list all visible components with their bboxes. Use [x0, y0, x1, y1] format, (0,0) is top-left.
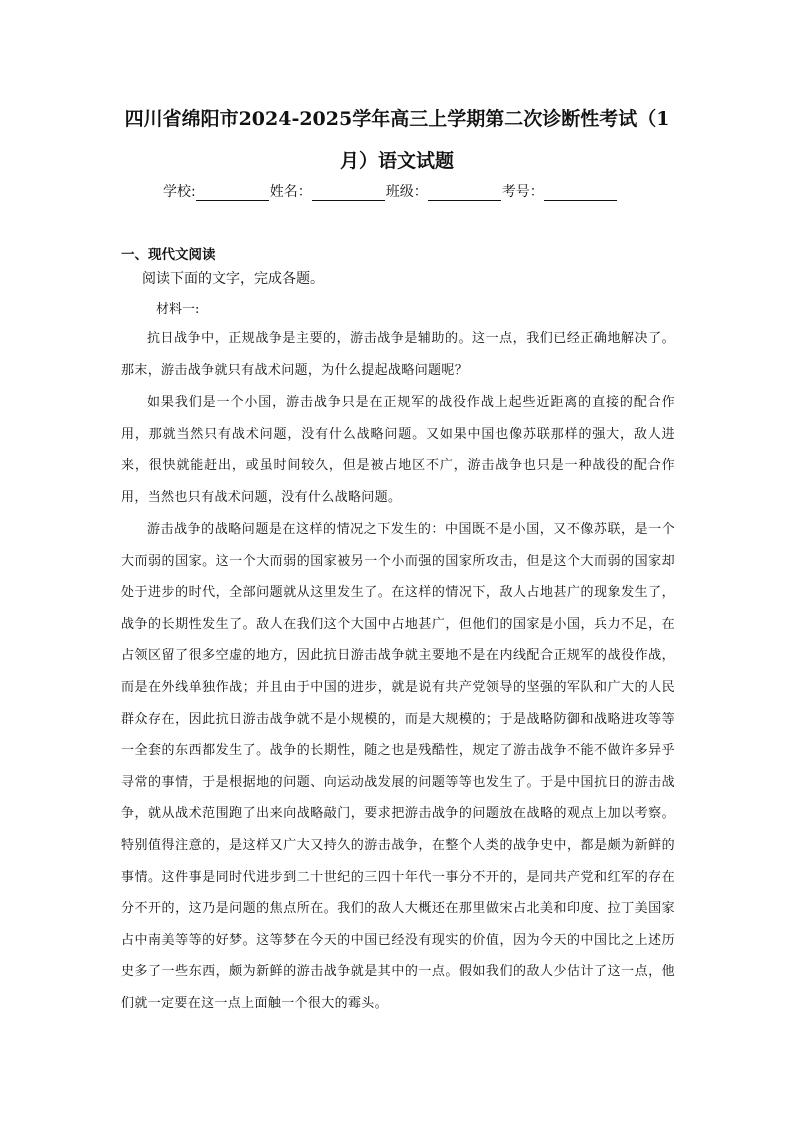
name-blank[interactable]	[312, 185, 385, 201]
name-field	[270, 181, 386, 201]
paragraph-3: 游击战争的战略问题是在这样的情况之下发生的：中国既不是小国，又不像苏联，是一个大而弱的国家。这一个大而弱的国家被另一个小而强的国家所攻击，但是这个大而弱的国家却处于进步的时代，全部问题就从这里发生了。在这样的情况下，敌人占地甚广的现象发生了，战争的长期性发生了。敌人在我们这个大国中占地甚广，但他们的国家是小国，兵力不足，在占领区留了很多空虚的地方，因此抗日游击战争就主要地不是在内线配合正规军的战役作战，而是在外线单独作战；并且由于中国的进步，就是说有共产党领导的坚强的军队和广大的人民群众存在，因此抗日游击战争就不是小规模的，而是大规模的；于是战略防御和战略进攻等等一全套的东西都发生了。战争的长期性，随之也是残酷性，规定了游击战争不能不做许多异乎寻常的事情，于是根据地的问题、向运动战发展的问题等等也发生了。于是中国抗日的游击战争，就从战术范围跑了出来向战略敲门，要求把游击战争的问题放在战略的观点上加以考察。特别值得注意的，是这样又广大又持久的游击战争，在整个人类的战争史中，都是颇为新鲜的事情。这件事是同时代进步到二十世纪的三四十年代一事分不开的，是同共产党和红军的存在分不开的，这乃是问题的焦点所在。我们的敌人大概还在那里做宋占北美和印度、拉丁美国家占中南美等等的好梦。这等梦在今天的中国已经没有现实的价值，因为今天的中国比之上述历史多了一些东西，颇为新鲜的游击战争就是其中的一点。假如我们的敌人少估计了这一点，他们就一定要在这一点上面触一个很大的霉头。	[121, 522, 675, 1011]
exam-number-blank[interactable]	[544, 185, 617, 201]
school-field	[163, 181, 270, 201]
material-label: 材料一:	[156, 302, 200, 317]
name-label: 姓名：	[269, 184, 312, 200]
class-field	[386, 181, 502, 201]
school-blank[interactable]	[196, 185, 269, 201]
exam-title-line-2: 月）语文试题	[339, 150, 454, 172]
exam-title-line-1: 四川省绵阳市2024-2025学年高三上学期第二次诊断性考试（1	[124, 108, 670, 130]
paragraph-1: 抗日战争中，正规战争是主要的，游击战争是辅助的。这一点，我们已经正确地解决了。那末，游击战争就只有战术问题，为什么提起战略问题呢？	[121, 331, 675, 378]
exam-number-label: 考号：	[501, 184, 544, 200]
school-label: 学校:	[163, 184, 196, 200]
exam-number-field	[502, 181, 618, 201]
reading-instruction: 阅读下面的文字，完成各题。	[142, 271, 324, 287]
class-label: 班级：	[385, 184, 428, 200]
section-heading: 一、现代文阅读	[121, 247, 216, 263]
paragraph-2: 如果我们是一个小国，游击战争只是在正规军的战役作战上起些近距离的直接的配合作用，那就当然只有战术问题，没有什么战略问题。又如果中国也像苏联那样的强大，敌人进来，很快就能赶出，或虽时间较久，但是被占地区不广，游击战争也只是一种战役的配合作用，当然也只有战术问题，没有什么战略问题。	[121, 395, 675, 505]
student-info-line	[163, 181, 618, 201]
class-blank[interactable]	[428, 185, 501, 201]
